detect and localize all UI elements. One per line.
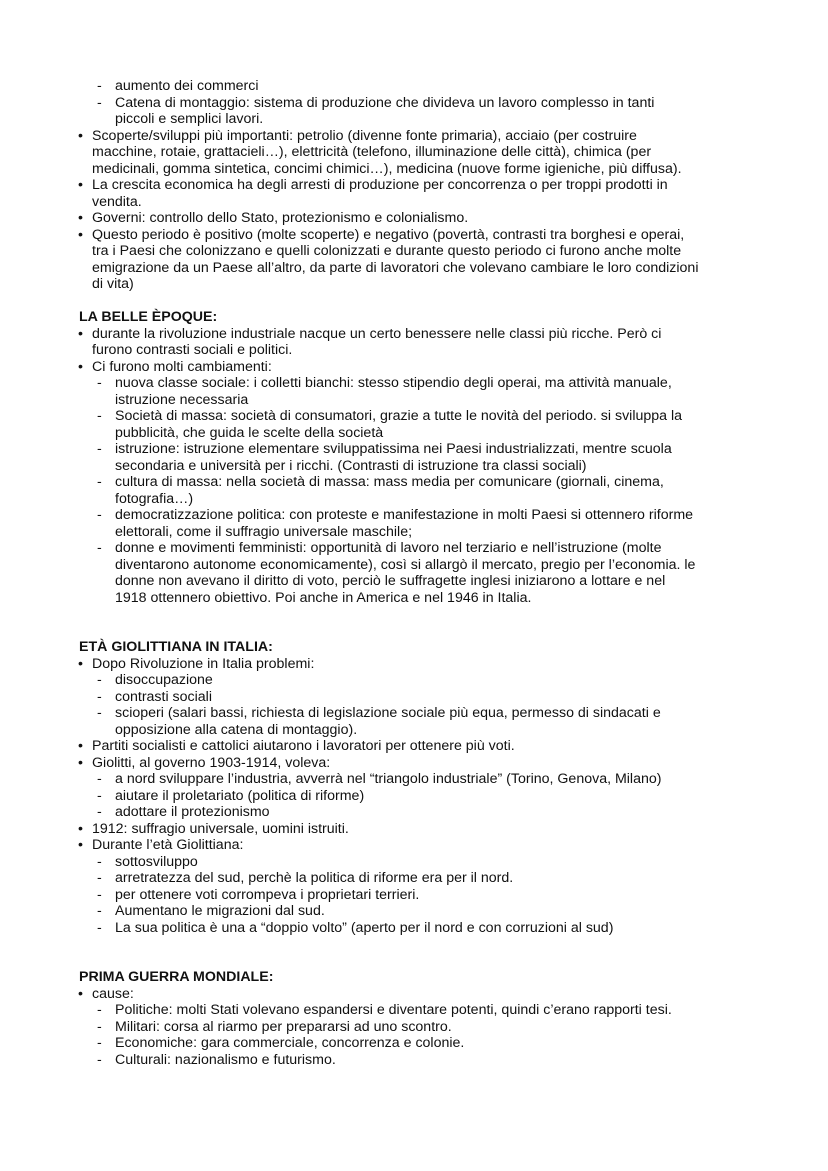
line-text: Aumentano le migrazioni dal sud. bbox=[115, 903, 325, 919]
dash-marker: - bbox=[97, 1002, 102, 1018]
dash-marker: - bbox=[97, 408, 102, 424]
dash-marker: - bbox=[97, 787, 102, 804]
bullet-marker: • bbox=[78, 837, 83, 853]
line-text: donne e movimenti femministi: opportunità di lavoro nel terziario e nell’istruzione (molte bbox=[115, 540, 662, 556]
dash-item bbox=[0, 78, 828, 95]
bullet-item-continuation bbox=[0, 194, 828, 211]
bullet-marker: • bbox=[78, 655, 83, 672]
dash-marker: - bbox=[97, 853, 102, 870]
spacer bbox=[0, 936, 828, 969]
line-text: 1918 ottennero obiettivo. Poi anche in America e nel 1946 in Italia. bbox=[115, 589, 532, 606]
dash-item bbox=[0, 1019, 828, 1036]
dash-marker: - bbox=[97, 688, 102, 705]
line-text: disoccupazione bbox=[115, 672, 213, 688]
line-text: medicinali, gomma sintetica, concimi chimici…), medicina (nuove forme igieniche, più diffusa). bbox=[92, 160, 682, 177]
line-text: pubblicità, che guida le scelte della società bbox=[115, 424, 384, 441]
bullet-item bbox=[0, 177, 828, 194]
dash-item bbox=[0, 870, 828, 887]
dash-marker: - bbox=[97, 672, 102, 688]
dash-item bbox=[0, 1052, 828, 1069]
line-text: macchine, rotaie, grattacieli…), elettricità (telefono, illuminazione delle città), chimica (per bbox=[92, 144, 652, 160]
line-text: vendita. bbox=[92, 193, 142, 210]
bullet-item-continuation bbox=[0, 276, 828, 293]
line-text: Durante l’età Giolittiana: bbox=[92, 837, 244, 853]
line-text: istruzione necessaria bbox=[115, 391, 249, 408]
bullet-marker: • bbox=[78, 210, 83, 226]
line-text: Economiche: gara commerciale, concorrenza e colonie. bbox=[115, 1035, 465, 1051]
bullet-marker: • bbox=[78, 754, 83, 771]
dash-item bbox=[0, 689, 828, 706]
dash-item bbox=[0, 507, 828, 524]
line-text: opposizione alla catena di montaggio). bbox=[115, 721, 358, 738]
dash-item-continuation bbox=[0, 590, 828, 607]
dash-marker: - bbox=[97, 78, 102, 94]
dash-marker: - bbox=[97, 540, 102, 556]
spacer bbox=[0, 293, 828, 310]
line-text: istruzione: istruzione elementare sviluppatissima nei Paesi industrializzati, mentre scuola bbox=[115, 441, 672, 457]
dash-item bbox=[0, 1002, 828, 1019]
bullet-item bbox=[0, 227, 828, 244]
line-text: Scoperte/sviluppi più importanti: petrolio (divenne fonte primaria), acciaio (per costruire bbox=[92, 127, 637, 144]
line-text: LA BELLE ÈPOQUE: bbox=[79, 309, 218, 325]
bullet-item bbox=[0, 986, 828, 1003]
dash-item bbox=[0, 804, 828, 821]
line-text: sottosviluppo bbox=[115, 853, 198, 870]
bullet-item-continuation bbox=[0, 260, 828, 277]
dash-item bbox=[0, 887, 828, 904]
line-text: Militari: corsa al riarmo per prepararsi ad uno scontro. bbox=[115, 1018, 452, 1035]
dash-item bbox=[0, 705, 828, 722]
dash-item-continuation bbox=[0, 111, 828, 128]
line-text: aiutare il proletariato (politica di riforme) bbox=[115, 787, 365, 804]
line-text: fotografia…) bbox=[115, 490, 194, 507]
dash-marker: - bbox=[97, 1051, 102, 1068]
bullet-marker: • bbox=[78, 820, 83, 837]
section-heading bbox=[0, 639, 828, 656]
line-text: Partiti socialisti e cattolici aiutarono i lavoratori per ottenere più voti. bbox=[92, 738, 515, 754]
line-text: scioperi (salari bassi, richiesta di legislazione sociale più equa, permesso di sindacati e bbox=[115, 705, 661, 721]
line-text: arretratezza del sud, perchè la politica di riforme era per il nord. bbox=[115, 870, 514, 886]
dash-item-continuation bbox=[0, 722, 828, 739]
dash-marker: - bbox=[97, 870, 102, 886]
bullet-marker: • bbox=[78, 177, 83, 193]
dash-item bbox=[0, 375, 828, 392]
dash-marker: - bbox=[97, 94, 102, 111]
line-text: Questo periodo è positivo (molte scoperte) e negativo (povertà, contrasti tra borghesi e operai, bbox=[92, 226, 685, 243]
dash-item-continuation bbox=[0, 392, 828, 409]
bullet-item bbox=[0, 128, 828, 145]
dash-item-continuation bbox=[0, 491, 828, 508]
line-text: La crescita economica ha degli arresti di produzione per concorrenza o per troppi prodotti in bbox=[92, 177, 668, 193]
bullet-item-continuation bbox=[0, 342, 828, 359]
line-text: La sua politica è una a “doppio volto” (aperto per il nord e con corruzioni al sud) bbox=[115, 919, 614, 936]
line-text: donne non avevano il diritto di voto, perciò le suffragette inglesi iniziarono a lottare e nel bbox=[115, 573, 666, 589]
bullet-item bbox=[0, 359, 828, 376]
line-text: democratizzazione politica: con proteste e manifestazione in molti Paesi si ottennero riforme bbox=[115, 507, 694, 523]
spacer bbox=[0, 606, 828, 639]
line-text: emigrazione da un Paese all’altro, da parte di lavoratori che volevano cambiare le loro condizioni bbox=[92, 259, 699, 276]
line-text: contrasti sociali bbox=[115, 688, 212, 705]
section-heading bbox=[0, 309, 828, 326]
dash-item bbox=[0, 854, 828, 871]
dash-marker: - bbox=[97, 919, 102, 936]
line-text: cultura di massa: nella società di massa: mass media per comunicare (giornali, cinema, bbox=[115, 474, 664, 490]
dash-marker: - bbox=[97, 507, 102, 523]
dash-marker: - bbox=[97, 886, 102, 903]
dash-item-continuation bbox=[0, 458, 828, 475]
bullet-item bbox=[0, 738, 828, 755]
bullet-item-continuation bbox=[0, 144, 828, 161]
line-text: ETÀ GIOLITTIANA IN ITALIA: bbox=[79, 639, 273, 655]
bullet-item bbox=[0, 837, 828, 854]
line-text: Ci furono molti cambiamenti: bbox=[92, 358, 272, 375]
line-text: tra i Paesi che colonizzano e quelli colonizzati e durante questo periodo ci furono anche molte bbox=[92, 243, 682, 259]
dash-marker: - bbox=[97, 804, 102, 820]
dash-item-continuation bbox=[0, 425, 828, 442]
dash-item bbox=[0, 408, 828, 425]
dash-item-continuation bbox=[0, 573, 828, 590]
bullet-marker: • bbox=[78, 325, 83, 342]
line-text: cause: bbox=[92, 985, 134, 1002]
dash-item bbox=[0, 771, 828, 788]
line-text: Dopo Rivoluzione in Italia problemi: bbox=[92, 655, 315, 672]
bullet-item bbox=[0, 326, 828, 343]
line-text: diventarono autonome economicamente), così si allargò il mercato, pregio per l’economia. le bbox=[115, 556, 696, 573]
line-text: durante la rivoluzione industriale nacque un certo benessere nelle classi più ricche. Però ci bbox=[92, 325, 662, 342]
document-page bbox=[0, 78, 828, 1068]
line-text: Politiche: molti Stati volevano espandersi e diventare potenti, quindi c’erano rapporti tesi. bbox=[115, 1002, 672, 1018]
bullet-item bbox=[0, 755, 828, 772]
line-text: adottare il protezionismo bbox=[115, 804, 270, 820]
line-text: furono contrasti sociali e politici. bbox=[92, 342, 293, 358]
dash-marker: - bbox=[97, 474, 102, 490]
dash-marker: - bbox=[97, 903, 102, 919]
dash-item bbox=[0, 1035, 828, 1052]
line-text: Culturali: nazionalismo e futurismo. bbox=[115, 1051, 336, 1068]
dash-item bbox=[0, 441, 828, 458]
dash-marker: - bbox=[97, 441, 102, 457]
dash-marker: - bbox=[97, 771, 102, 787]
line-text: aumento dei commerci bbox=[115, 78, 259, 94]
dash-item bbox=[0, 474, 828, 491]
dash-item bbox=[0, 95, 828, 112]
line-text: piccoli e semplici lavori. bbox=[115, 111, 264, 127]
dash-item bbox=[0, 788, 828, 805]
dash-item-continuation bbox=[0, 557, 828, 574]
bullet-item-continuation bbox=[0, 161, 828, 178]
bullet-item-continuation bbox=[0, 243, 828, 260]
line-text: 1912: suffragio universale, uomini istruiti. bbox=[92, 820, 349, 837]
dash-marker: - bbox=[97, 705, 102, 721]
bullet-item bbox=[0, 656, 828, 673]
line-text: di vita) bbox=[92, 276, 134, 292]
dash-item-continuation bbox=[0, 524, 828, 541]
line-text: a nord sviluppare l’industria, avverrà nel “triangolo industriale” (Torino, Genova, Milano) bbox=[115, 771, 662, 787]
line-text: per ottenere voti corrompeva i proprietari terrieri. bbox=[115, 886, 420, 903]
dash-marker: - bbox=[97, 375, 102, 391]
bullet-marker: • bbox=[78, 226, 83, 243]
dash-item bbox=[0, 540, 828, 557]
section-heading bbox=[0, 969, 828, 986]
bullet-marker: • bbox=[78, 738, 83, 754]
line-text: Governi: controllo dello Stato, protezionismo e colonialismo. bbox=[92, 210, 469, 226]
bullet-marker: • bbox=[78, 985, 83, 1002]
line-text: Catena di montaggio: sistema di produzione che divideva un lavoro complesso in tanti bbox=[115, 94, 655, 111]
line-text: nuova classe sociale: i colletti bianchi: stesso stipendio degli operai, ma attività manuale, bbox=[115, 375, 672, 391]
dash-item bbox=[0, 903, 828, 920]
dash-marker: - bbox=[97, 1018, 102, 1035]
bullet-item bbox=[0, 210, 828, 227]
line-text: PRIMA GUERRA MONDIALE: bbox=[79, 969, 274, 985]
bullet-item bbox=[0, 821, 828, 838]
bullet-marker: • bbox=[78, 358, 83, 375]
line-text: Giolitti, al governo 1903-1914, voleva: bbox=[92, 754, 331, 771]
dash-marker: - bbox=[97, 1035, 102, 1051]
line-text: secondaria e università per i ricchi. (Contrasti di istruzione tra classi sociali) bbox=[115, 457, 587, 474]
line-text: elettorali, come il suffragio universale maschile; bbox=[115, 523, 413, 540]
line-text: Società di massa: società di consumatori, grazie a tutte le novità del periodo. si sviluppa la bbox=[115, 408, 683, 424]
bullet-marker: • bbox=[78, 127, 83, 144]
dash-item bbox=[0, 920, 828, 937]
dash-item bbox=[0, 672, 828, 689]
